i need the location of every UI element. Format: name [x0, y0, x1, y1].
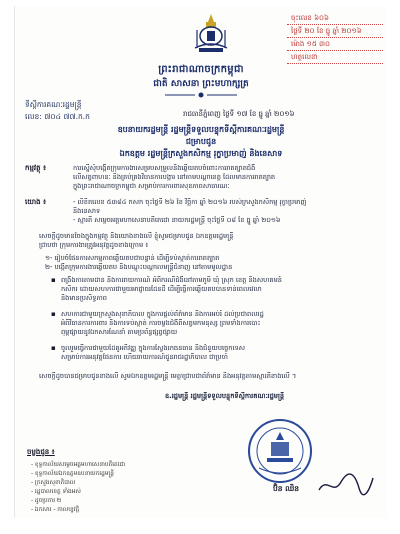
bullet-marker: ▪	[51, 310, 56, 318]
bullet-marker: ▪	[51, 276, 56, 284]
registry-stamp	[287, 12, 383, 61]
letter-date: រាជធានីភ្នំពេញ ថ្ងៃទី ១៧ ខែ ធ្នូ ឆ្នាំ ២០១៦	[183, 110, 295, 118]
document-page	[14, 6, 387, 518]
bullet-line: ពង្រឹងការតាមដាន និងការរាយការណ៍ អំពីករណីជំងឺនៅតាមភូមិ ឃុំ ស្រុក ខេត្ត និងសហគមន៍	[61, 276, 282, 284]
title-line-2: ជម្រាបជូន	[185, 137, 217, 146]
recipient-item: - ក្រសួងសុខាភិបាល	[31, 480, 76, 486]
signature-icon	[315, 472, 375, 498]
reference-line: - ស្មារតី សម្តេចអគ្គមហាសេនាបតីតេជោ នាយករដ្ឋមន្ត្រី ចុះថ្ងៃទី ០៨ ខែ ធ្នូ ឆ្នាំ ២០១៦	[73, 216, 281, 224]
registry-time: ម៉ោង ១៥ ៣០	[287, 38, 383, 51]
bullet-line: និងមានប្រសិទ្ធភាព	[61, 294, 107, 302]
recipient-item: - ដូចប្រការ ២	[31, 498, 62, 504]
body-intro	[39, 232, 379, 250]
bullet-line: សម្រាប់ការអនុវត្តផែនការ ហើយរាយការណ៍ជូនរាជរដ្ឋាភិបាល ជាប្រចាំ	[61, 353, 228, 361]
bullet-line: សហការជាមួយក្រសួងសុខាភិបាល ក្នុងការផ្តល់ព័ត៌មាន និងការអប់រំ ដល់ប្រជាពលរដ្ឋ	[61, 310, 264, 318]
subject-text	[73, 164, 379, 191]
subject-line: លើសត្វពាហនៈ និងគ្រប់គ្រងវិធានការបង្ការ​ នៅតាមបណ្តាខេត្ត ​ដែលមានការរាតត្បាត	[73, 173, 276, 181]
kingdom-heading: ព្រះរាជាណាចក្រកម្ពុជា	[158, 64, 244, 75]
signature-title	[165, 392, 381, 401]
ornament-divider	[165, 92, 237, 98]
letter-number: លេខ: ៧០៤ ៧៧.ក.ក	[25, 112, 90, 121]
title-line-3: ឯកឧត្តម រដ្ឋមន្ត្រីក្រសួងកសិកម្ម រុក្ខាប្រមាញ់ និងនេសាទ	[119, 149, 283, 158]
recipient-item: - ឯកសារ - កាលប្បវត្តិ	[31, 507, 80, 513]
sender-office: ទីស្តីការគណៈរដ្ឋមន្ត្រី	[25, 100, 82, 109]
signatory-name: ប៊ិន ឈិន	[273, 484, 300, 493]
registry-date: ថ្ងៃទី ២០ ខែ ធ្នូ ឆ្នាំ ២០១៦	[287, 25, 383, 38]
recipient-item: - រដ្ឋបាលខេត្ត ទាំងអស់	[31, 489, 81, 495]
subject-line: ការស្នើសុំបង្កើតក្រុមការងារសម្របសម្រួលនិងឆ្លើយតបចំពោះ​ការរាតត្បាតជំងឺ	[73, 164, 256, 172]
recipient-item: - ខុទ្ទកាល័យសម្តេចអគ្គមហាសេនាបតីតេជោ	[31, 462, 126, 468]
registry-number: ចុះលេខ ៦០៦	[287, 12, 383, 25]
recipients-title: ចម្លងជូន ៖	[27, 448, 55, 456]
registry-signature: ហត្ថលេខា	[287, 51, 383, 64]
bullet-paragraph-2	[61, 310, 379, 337]
reference-line: - លិខិតលេខ ៥៣៨៤ កសក ចុះថ្ងៃទី ២៦ ខែ វិច្ឆិកា ឆ្នាំ ២០១៦ របស់ក្រសួងកសិកម្ម រុក្ខាប្រមាញ់	[73, 198, 307, 206]
recipient-item: - ខុទ្ទកាល័យឯកឧត្តមឧបនាយករដ្ឋមន្ត្រី	[31, 471, 114, 477]
subject-label: កម្មវត្ថុ ៖	[25, 164, 47, 172]
reference-label: យោង ៖	[25, 198, 47, 206]
body-line: ជ្រាបថា ក្រុមការងារត្រូវអនុវត្តដូចខាងក្រោម ៖	[39, 241, 149, 249]
point-item: ១- រៀបចំផែនការសកម្មភាពឆ្លើយតបជាបន្ទាន់ ដើម្បីទប់ស្កាត់ការរាតត្បាត	[45, 254, 220, 262]
bullet-paragraph-1	[61, 276, 379, 303]
point-item: ២- បង្កើតក្រុមការងារឆ្លើយតប និងបណ្តុះបណ្តាលមន្ត្រីជំនាញ នៅតាមមូលដ្ឋាន	[45, 263, 233, 271]
bullet-line: អំពីវិធានការការពារ និងការទប់ស្កាត់ ការចម្លងជំងឺពីសត្វមកមនុស្ស ព្រមទាំងការបោះ	[61, 319, 261, 327]
closing-line: សេចក្តីដូចបានជម្រាបជូនខាងលើ សូមឯកឧត្តមរដ្ឋមន្ត្រី មេត្តាជ្រាបជាព័ត៌មាន និងអនុវត្តតាមស្មារតីខាងលើ ។	[39, 372, 297, 380]
bullet-marker: ▪	[51, 344, 56, 352]
subject-line: ក្នុងព្រះរាជាណាចក្រកម្ពុជា សម្រាប់ការការពារ​សុខភាពសាធារណៈ	[73, 182, 230, 190]
title-line-1: ឧបនាយករដ្ឋមន្ត្រី រដ្ឋមន្ត្រីទទួលបន្ទុកទីស្តីការគណៈរដ្ឋមន្ត្រី	[117, 125, 285, 134]
official-seal-icon	[247, 418, 313, 484]
closing-paragraph	[39, 372, 379, 381]
bullet-line: ពុម្ពផ្សាយនូវឯកសារណែនាំ តាមប្រព័ន្ធផ្សព្វផ្សាយ	[61, 328, 178, 336]
bullet-line: ចូលរួមធ្វើការជាមួយដៃគូអភិវឌ្ឍ ក្នុងការស្វែងរកធនធាន និងជំនួយបច្ចេកទេស	[61, 344, 246, 352]
royal-emblem-icon	[191, 12, 231, 56]
signature-title-text: ឧ.រដ្ឋមន្ត្រី រដ្ឋមន្ត្រីទទួលបន្ទុកទីស្តីការគណៈរដ្ឋមន្ត្រី	[165, 392, 285, 400]
national-motto: ជាតិ សាសនា ព្រះមហាក្សត្រ	[153, 79, 249, 89]
reference-text	[73, 198, 379, 225]
bullet-paragraph-3	[61, 344, 379, 362]
bullet-line: កសិករ ដោយសហការជាមួយអាជ្ញាធរដែនដី ដើម្បីធ្វើការឆ្លើយតបបានទាន់ពេលវេលា	[61, 285, 262, 293]
body-line: សេចក្តីដូចមានចែងក្នុងកម្មវត្ថុ និងយោងខាងលើ ខ្ញុំសូមជម្រាបជូន ឯកឧត្តមរដ្ឋមន្ត្រី	[39, 232, 234, 240]
numbered-points	[45, 254, 379, 272]
reference-line: និងនេសាទ	[73, 207, 101, 215]
